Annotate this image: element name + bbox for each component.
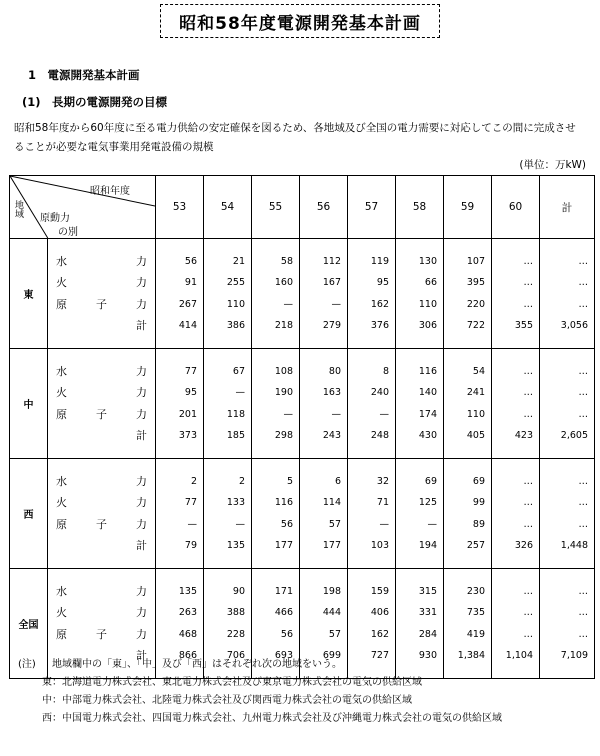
capacity-value: 32 [376,475,389,487]
nuclear-label-char: 子 [96,627,107,641]
capacity-value: 162 [370,298,389,310]
capacity-value: 735 [466,607,485,618]
capacity-value: — [283,298,293,310]
capacity-value: 69 [424,475,437,487]
capacity-value: 930 [418,650,437,661]
capacity-value: 373 [178,430,197,441]
capacity-value: 90 [232,585,245,597]
hydro-label-char: 力 [136,364,147,378]
region-name: 西 [10,459,48,569]
hydro-label-char: 水 [56,364,67,378]
capacity-value: … [578,387,588,398]
nuclear-label-char: 原 [56,627,67,641]
capacity-value: 77 [184,497,197,508]
year-column-cell [204,239,252,349]
capacity-value: 866 [178,650,197,661]
capacity-value: 699 [322,650,341,661]
nuclear-label [56,624,147,646]
year-header: 60 [492,176,540,239]
intro-paragraph: 昭和58年度から60年度に至る電力供給の安定確保を図るため、各地域及び全国の電力需要に対応してこの間に完成させることが必要な電気事業用発電設備の規模 [14,122,576,153]
capacity-value: … [578,255,588,267]
capacity-value: 386 [226,320,245,331]
total-column-cell [540,349,595,459]
capacity-value: 218 [274,320,293,331]
hydro-label-char: 水 [56,584,67,598]
source-type-cell [48,349,156,459]
capacity-value: 80 [328,365,341,377]
capacity-value: 110 [226,298,245,310]
capacity-value: — [283,408,293,420]
capacity-value: 395 [466,277,485,288]
capacity-value: 67 [232,365,245,377]
capacity-value: 241 [466,387,485,398]
capacity-value: 466 [274,607,293,618]
capacity-value: — [379,408,389,420]
year-header: 55 [252,176,300,239]
year-column-cell [204,459,252,569]
region-row [10,239,595,349]
capacity-value: 1,104 [505,650,533,661]
year-column-cell [252,459,300,569]
note-east-text: 北海道電力株式会社、東北電力株式会社及び東京電力株式会社の電気の供給区域 [62,677,422,688]
notes-heading: 地域欄中の「東」、「中」及び「西」はそれぞれ次の地域をいう。 [52,659,342,670]
total-label: 計 [136,429,147,442]
year-column-cell [204,349,252,459]
capacity-value: 406 [370,607,389,618]
capacity-value: 248 [370,430,389,441]
thermal-label [56,272,147,294]
capacity-value: 194 [418,540,437,551]
nuclear-label [56,514,147,536]
source-type-cell [48,459,156,569]
capacity-value: — [379,518,389,530]
nuclear-label-char: 原 [56,517,67,531]
capacity-value: 163 [322,387,341,398]
capacity-value: 171 [274,585,293,597]
year-header: 58 [396,176,444,239]
nuclear-label [56,294,147,316]
year-header: 56 [300,176,348,239]
year-column-cell [492,459,540,569]
table-header-row [10,176,595,239]
hydro-label-char: 力 [136,474,147,488]
note-central-text: 中部電力株式会社、北陸電力株式会社及び関西電力株式会社の電気の供給区域 [62,695,412,706]
capacity-value: 220 [466,298,485,310]
year-column-cell [492,349,540,459]
total-column-cell [540,239,595,349]
capacity-value: … [523,255,533,267]
year-header: 54 [204,176,252,239]
capacity-value: — [235,387,245,398]
capacity-value: 99 [472,497,485,508]
header-diagonal-lines [10,176,155,238]
capacity-value: 388 [226,607,245,618]
capacity-value: 135 [226,540,245,551]
thermal-label-char: 火 [56,496,67,509]
year-column-cell [444,349,492,459]
capacity-value: 430 [418,430,437,441]
capacity-value: 306 [418,320,437,331]
capacity-value: … [523,585,533,597]
region-axis-label: 地域 [13,200,23,218]
year-column-cell [444,239,492,349]
nuclear-label-char: 原 [56,297,67,311]
capacity-value: 69 [472,475,485,487]
total-label: 計 [136,539,147,552]
capacity-value: 95 [376,277,389,288]
source-axis-label: 原動力 [40,213,70,224]
year-column-cell [348,239,396,349]
capacity-value: 405 [466,430,485,441]
capacity-value: 57 [328,628,341,640]
capacity-value: 114 [322,497,341,508]
thermal-label-char: 火 [56,606,67,619]
capacity-value: … [523,607,533,618]
capacity-value: 91 [184,277,197,288]
capacity-value: 110 [466,408,485,420]
nuclear-label-char: 力 [136,297,147,311]
capacity-value: 198 [322,585,341,597]
capacity-value: 240 [370,387,389,398]
capacity-value: 54 [472,365,485,377]
capacity-value: 3,056 [560,320,588,331]
capacity-value: … [523,628,533,640]
capacity-value: 56 [280,628,293,640]
capacity-value: 706 [226,650,245,661]
capacity-value: 177 [274,540,293,551]
year-column-cell [252,239,300,349]
capacity-value: 108 [274,365,293,377]
thermal-label-char: 火 [56,276,67,289]
hydro-label [56,471,147,493]
capacity-value: 326 [514,540,533,551]
nuclear-label-char: 子 [96,407,107,421]
capacity-value: … [578,607,588,618]
capacity-value: 263 [178,607,197,618]
capacity-value: 116 [418,365,437,377]
capacity-value: 177 [322,540,341,551]
capacity-value: — [331,298,341,310]
capacity-value: 279 [322,320,341,331]
note-west-label: 西： [42,713,62,724]
thermal-label-char: 力 [136,606,147,619]
capacity-value: 298 [274,430,293,441]
capacity-value: … [578,298,588,310]
hydro-label [56,581,147,603]
capacity-value: 103 [370,540,389,551]
capacity-value: … [523,298,533,310]
hydro-label-char: 水 [56,254,67,268]
capacity-value: 255 [226,277,245,288]
capacity-value: 727 [370,650,389,661]
capacity-value: 167 [322,277,341,288]
capacity-value: 444 [322,607,341,618]
thermal-label-char: 力 [136,496,147,509]
capacity-value: 284 [418,628,437,640]
capacity-value: 116 [274,497,293,508]
year-column-cell [156,349,204,459]
capacity-value: … [578,408,588,420]
capacity-value: 56 [280,518,293,530]
note-west-text: 中国電力株式会社、四国電力株式会社、九州電力株式会社及び沖縄電力株式会社の電気の供給区域 [62,713,502,724]
capacity-value: 8 [382,365,389,377]
notes-block [18,656,588,728]
capacity-value: 190 [274,387,293,398]
capacity-value: 56 [184,255,197,267]
hydro-label-char: 水 [56,474,67,488]
capacity-value: … [578,585,588,597]
nuclear-label-char: 子 [96,297,107,311]
capacity-value: 140 [418,387,437,398]
year-column-cell [300,349,348,459]
hydro-label-char: 力 [136,254,147,268]
capacity-value: 228 [226,628,245,640]
capacity-value: 423 [514,430,533,441]
note-central-label: 中： [42,695,62,706]
year-column-cell [156,459,204,569]
capacity-value: … [523,518,533,530]
table-corner-header [10,176,156,239]
nuclear-label-char: 力 [136,627,147,641]
capacity-value: 2,605 [560,430,588,441]
capacity-value: 693 [274,650,293,661]
capacity-value: 2 [190,475,197,487]
capacity-value: 79 [184,540,197,551]
capacity-value: 159 [370,585,389,597]
capacity-value: 95 [184,387,197,398]
capacity-value: 201 [178,408,197,420]
total-label: 計 [136,319,147,332]
capacity-value: 133 [226,497,245,508]
year-column-cell [348,459,396,569]
thermal-label [56,602,147,624]
capacity-value: 110 [418,298,437,310]
region-name: 全国 [10,569,48,679]
year-axis-label: 昭和年度 [90,186,130,197]
source-type-cell [48,239,156,349]
capacity-value: 230 [466,585,485,597]
capacity-value: 414 [178,320,197,331]
nuclear-label-char: 原 [56,407,67,421]
capacity-value: 160 [274,277,293,288]
notes-label: (注) [18,659,36,670]
capacity-value: — [427,518,437,530]
nuclear-label-char: 力 [136,407,147,421]
hydro-label [56,251,147,273]
capacity-value: 57 [328,518,341,530]
capacity-value: 267 [178,298,197,310]
capacity-value: 162 [370,628,389,640]
capacity-value: 174 [418,408,437,420]
capacity-value: 118 [226,408,245,420]
capacity-value: 1,384 [457,650,485,661]
capacity-value: 6 [334,475,341,487]
year-column-cell [492,239,540,349]
capacity-value: … [578,475,588,487]
total-label: 計 [136,649,147,662]
page-title: 昭和58年度電源開発基本計画 [160,4,440,38]
nuclear-label [56,404,147,426]
year-column-cell [396,239,444,349]
year-column-cell [300,239,348,349]
nuclear-label-char: 力 [136,517,147,531]
capacity-value: … [523,475,533,487]
capacity-value: 331 [418,607,437,618]
subsection-heading: (1) 長期の電源開発の目標 [22,95,168,109]
capacity-value: … [523,497,533,508]
capacity-value: 77 [184,365,197,377]
year-column-cell [156,239,204,349]
year-header: 57 [348,176,396,239]
capacity-value: 58 [280,255,293,267]
year-column-cell [300,459,348,569]
year-column-cell [396,459,444,569]
region-name: 東 [10,239,48,349]
region-row [10,459,595,569]
capacity-value: 135 [178,585,197,597]
capacity-value: — [235,518,245,530]
region-row [10,349,595,459]
capacity-value: 89 [472,518,485,530]
capacity-value: 468 [178,628,197,640]
capacity-value: 243 [322,430,341,441]
capacity-value: 315 [418,585,437,597]
thermal-label-char: 火 [56,386,67,399]
capacity-value: … [578,628,588,640]
total-header: 計 [540,176,595,239]
capacity-value: 1,448 [560,540,588,551]
thermal-label-char: 力 [136,386,147,399]
capacity-value: 376 [370,320,389,331]
capacity-value: … [578,365,588,377]
capacity-value: 112 [322,255,341,267]
capacity-value: 7,109 [560,650,588,661]
capacity-value: 355 [514,320,533,331]
capacity-value: 2 [238,475,245,487]
capacity-value: … [578,277,588,288]
capacity-value: 119 [370,255,389,267]
capacity-value: … [578,518,588,530]
capacity-value: … [523,387,533,398]
capacity-value: 257 [466,540,485,551]
thermal-label-char: 力 [136,276,147,289]
unit-label: (単位：万kW) [519,159,586,171]
capacity-value: 21 [232,255,245,267]
year-column-cell [252,349,300,459]
year-column-cell [444,459,492,569]
region-name: 中 [10,349,48,459]
thermal-label [56,382,147,404]
section-heading: 1 電源開発基本計画 [28,68,140,82]
capacity-value: 66 [424,277,437,288]
thermal-label [56,492,147,514]
capacity-value: 722 [466,320,485,331]
capacity-value: … [523,277,533,288]
year-header: 53 [156,176,204,239]
year-header: 59 [444,176,492,239]
capacity-value: 125 [418,497,437,508]
capacity-value: 419 [466,628,485,640]
development-plan-table [9,175,595,679]
capacity-value: 185 [226,430,245,441]
capacity-value: 130 [418,255,437,267]
total-column-cell [540,459,595,569]
capacity-value: … [578,497,588,508]
capacity-value: — [187,518,197,530]
year-column-cell [396,349,444,459]
capacity-value: 107 [466,255,485,267]
hydro-label [56,361,147,383]
year-column-cell [348,349,396,459]
capacity-value: … [523,408,533,420]
hydro-label-char: 力 [136,584,147,598]
note-east-label: 東： [42,677,62,688]
source-axis-label-2: の別 [58,227,78,238]
nuclear-label-char: 子 [96,517,107,531]
capacity-value: 5 [286,475,293,487]
capacity-value: 71 [376,497,389,508]
capacity-value: … [523,365,533,377]
capacity-value: — [331,408,341,420]
